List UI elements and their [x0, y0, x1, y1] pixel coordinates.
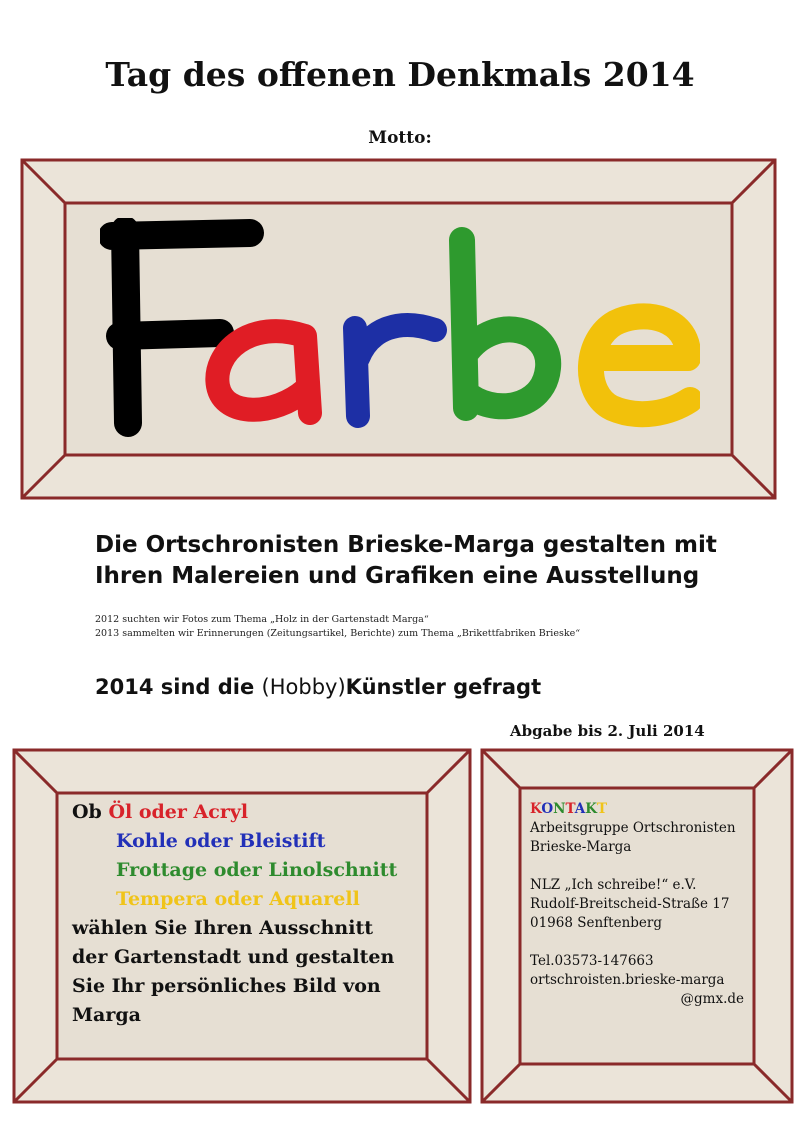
technique-charcoal: Kohle oder Bleistift: [116, 830, 326, 852]
kontakt-letter: T: [597, 801, 608, 817]
techniques-text: [72, 798, 432, 1030]
kontakt-letter: K: [530, 801, 542, 817]
contact-address-3: 01968 Senftenberg: [530, 915, 663, 931]
intro-heading: [95, 530, 717, 592]
history-2012: 2012 suchten wir Fotos zum Thema „Holz in der Gartenstadt Marga“: [95, 614, 429, 625]
motto-label: Motto:: [368, 128, 432, 148]
techniques-line-4: Marga: [72, 1004, 141, 1026]
technique-line-1: [72, 798, 432, 827]
contact-phone: Tel.03573-147663: [530, 953, 654, 969]
kontakt-letter: O: [541, 801, 554, 817]
contact-email-2: @gmx.de: [680, 991, 744, 1007]
kontakt-letter: N: [553, 801, 566, 817]
intro-line-2: Ihren Malereien und Grafiken eine Ausstellung: [95, 563, 700, 589]
technique-oil: Öl oder Acryl: [108, 801, 249, 823]
deadline: Abgabe bis 2. Juli 2014: [510, 722, 705, 740]
history-2013: 2013 sammelten wir Erinnerungen (Zeitungsartikel, Berichte) zum Thema „Brikettfabriken Brieske“: [95, 628, 581, 639]
letter-e: [591, 316, 690, 414]
contact-email-1: ortschroisten.brieske-marga: [530, 972, 725, 988]
technique-tempera: Tempera oder Aquarell: [116, 888, 360, 910]
letter-b: [462, 240, 548, 408]
contact-address-2: Rudolf-Breitscheid-Straße 17: [530, 896, 730, 912]
kontakt-letter: K: [585, 801, 598, 817]
contact-org-2: Brieske-Marga: [530, 839, 632, 855]
call-for-artists: [95, 675, 541, 699]
call-year: 2014 sind die: [95, 675, 262, 699]
call-hobby: (Hobby): [261, 675, 346, 699]
technique-frottage: Frottage oder Linolschnitt: [116, 859, 398, 881]
kontakt-letter: A: [574, 801, 586, 817]
techniques-line-1: wählen Sie Ihren Ausschnitt: [72, 917, 374, 939]
contact-org-1: Arbeitsgruppe Ortschronisten: [530, 820, 736, 836]
call-rest: Künstler gefragt: [345, 675, 542, 699]
contact-address-1: NLZ „Ich schreibe!“ e.V.: [530, 877, 697, 893]
contact-text: [530, 800, 750, 1009]
kontakt-letter: T: [565, 801, 575, 817]
page-title: Tag des offenen Denkmals 2014: [105, 55, 695, 94]
techniques-line-2: der Gartenstadt und gestalten: [72, 946, 395, 968]
intro-line-1: Die Ortschronisten Brieske-Marga gestalten mit: [95, 532, 717, 558]
history-notes: [95, 613, 580, 641]
ob-word: Ob: [72, 801, 109, 823]
letter-r: [355, 325, 435, 416]
letter-a: [217, 331, 310, 413]
kontakt-heading: [530, 800, 750, 819]
banner-word-graphic: [100, 218, 700, 448]
techniques-line-3: Sie Ihr persönliches Bild von: [72, 975, 381, 997]
